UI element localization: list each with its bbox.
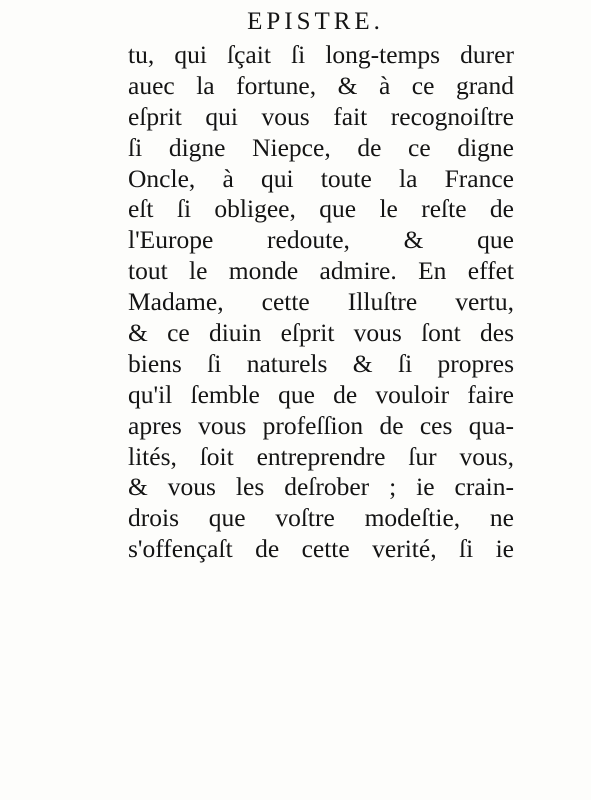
text-line: Oncle, à qui toute la France (128, 163, 514, 193)
text-line: & ce diuin eſprit vous ſont des (128, 318, 514, 348)
text-line: apres vous profeſſion de ces qua- (128, 410, 514, 440)
text-line: eſprit qui vous fait recognoiſtre (128, 101, 514, 131)
text-line: ſi digne Niepce, de ce digne (128, 132, 514, 162)
text-line: s'offençaſt de cette verité, ſi ie (128, 534, 514, 564)
text-line: Madame, cette Illuſtre vertu, (128, 287, 514, 317)
text-line: biens ſi naturels & ſi propres (128, 348, 514, 378)
text-line: tout le monde admire. En effet (128, 256, 514, 286)
text-line: & vous les deſrober ; ie crain- (128, 472, 514, 502)
text-line: drois que voſtre modeſtie, ne (128, 503, 514, 533)
running-head: EPISTRE. (247, 8, 384, 35)
text-line: qu'il ſemble que de vouloir faire (128, 379, 514, 409)
text-line: tu, qui ſçait ſi long-temps durer (128, 40, 514, 69)
text-line: l'Europe redoute, & que (128, 225, 514, 255)
text-line: eſt ſi obligee, que le reſte de (128, 194, 514, 224)
text-line: auec la fortune, & à ce grand (128, 70, 514, 100)
text-line: lités, ſoit entreprendre ſur vous, (128, 441, 514, 471)
body-text (128, 40, 514, 565)
